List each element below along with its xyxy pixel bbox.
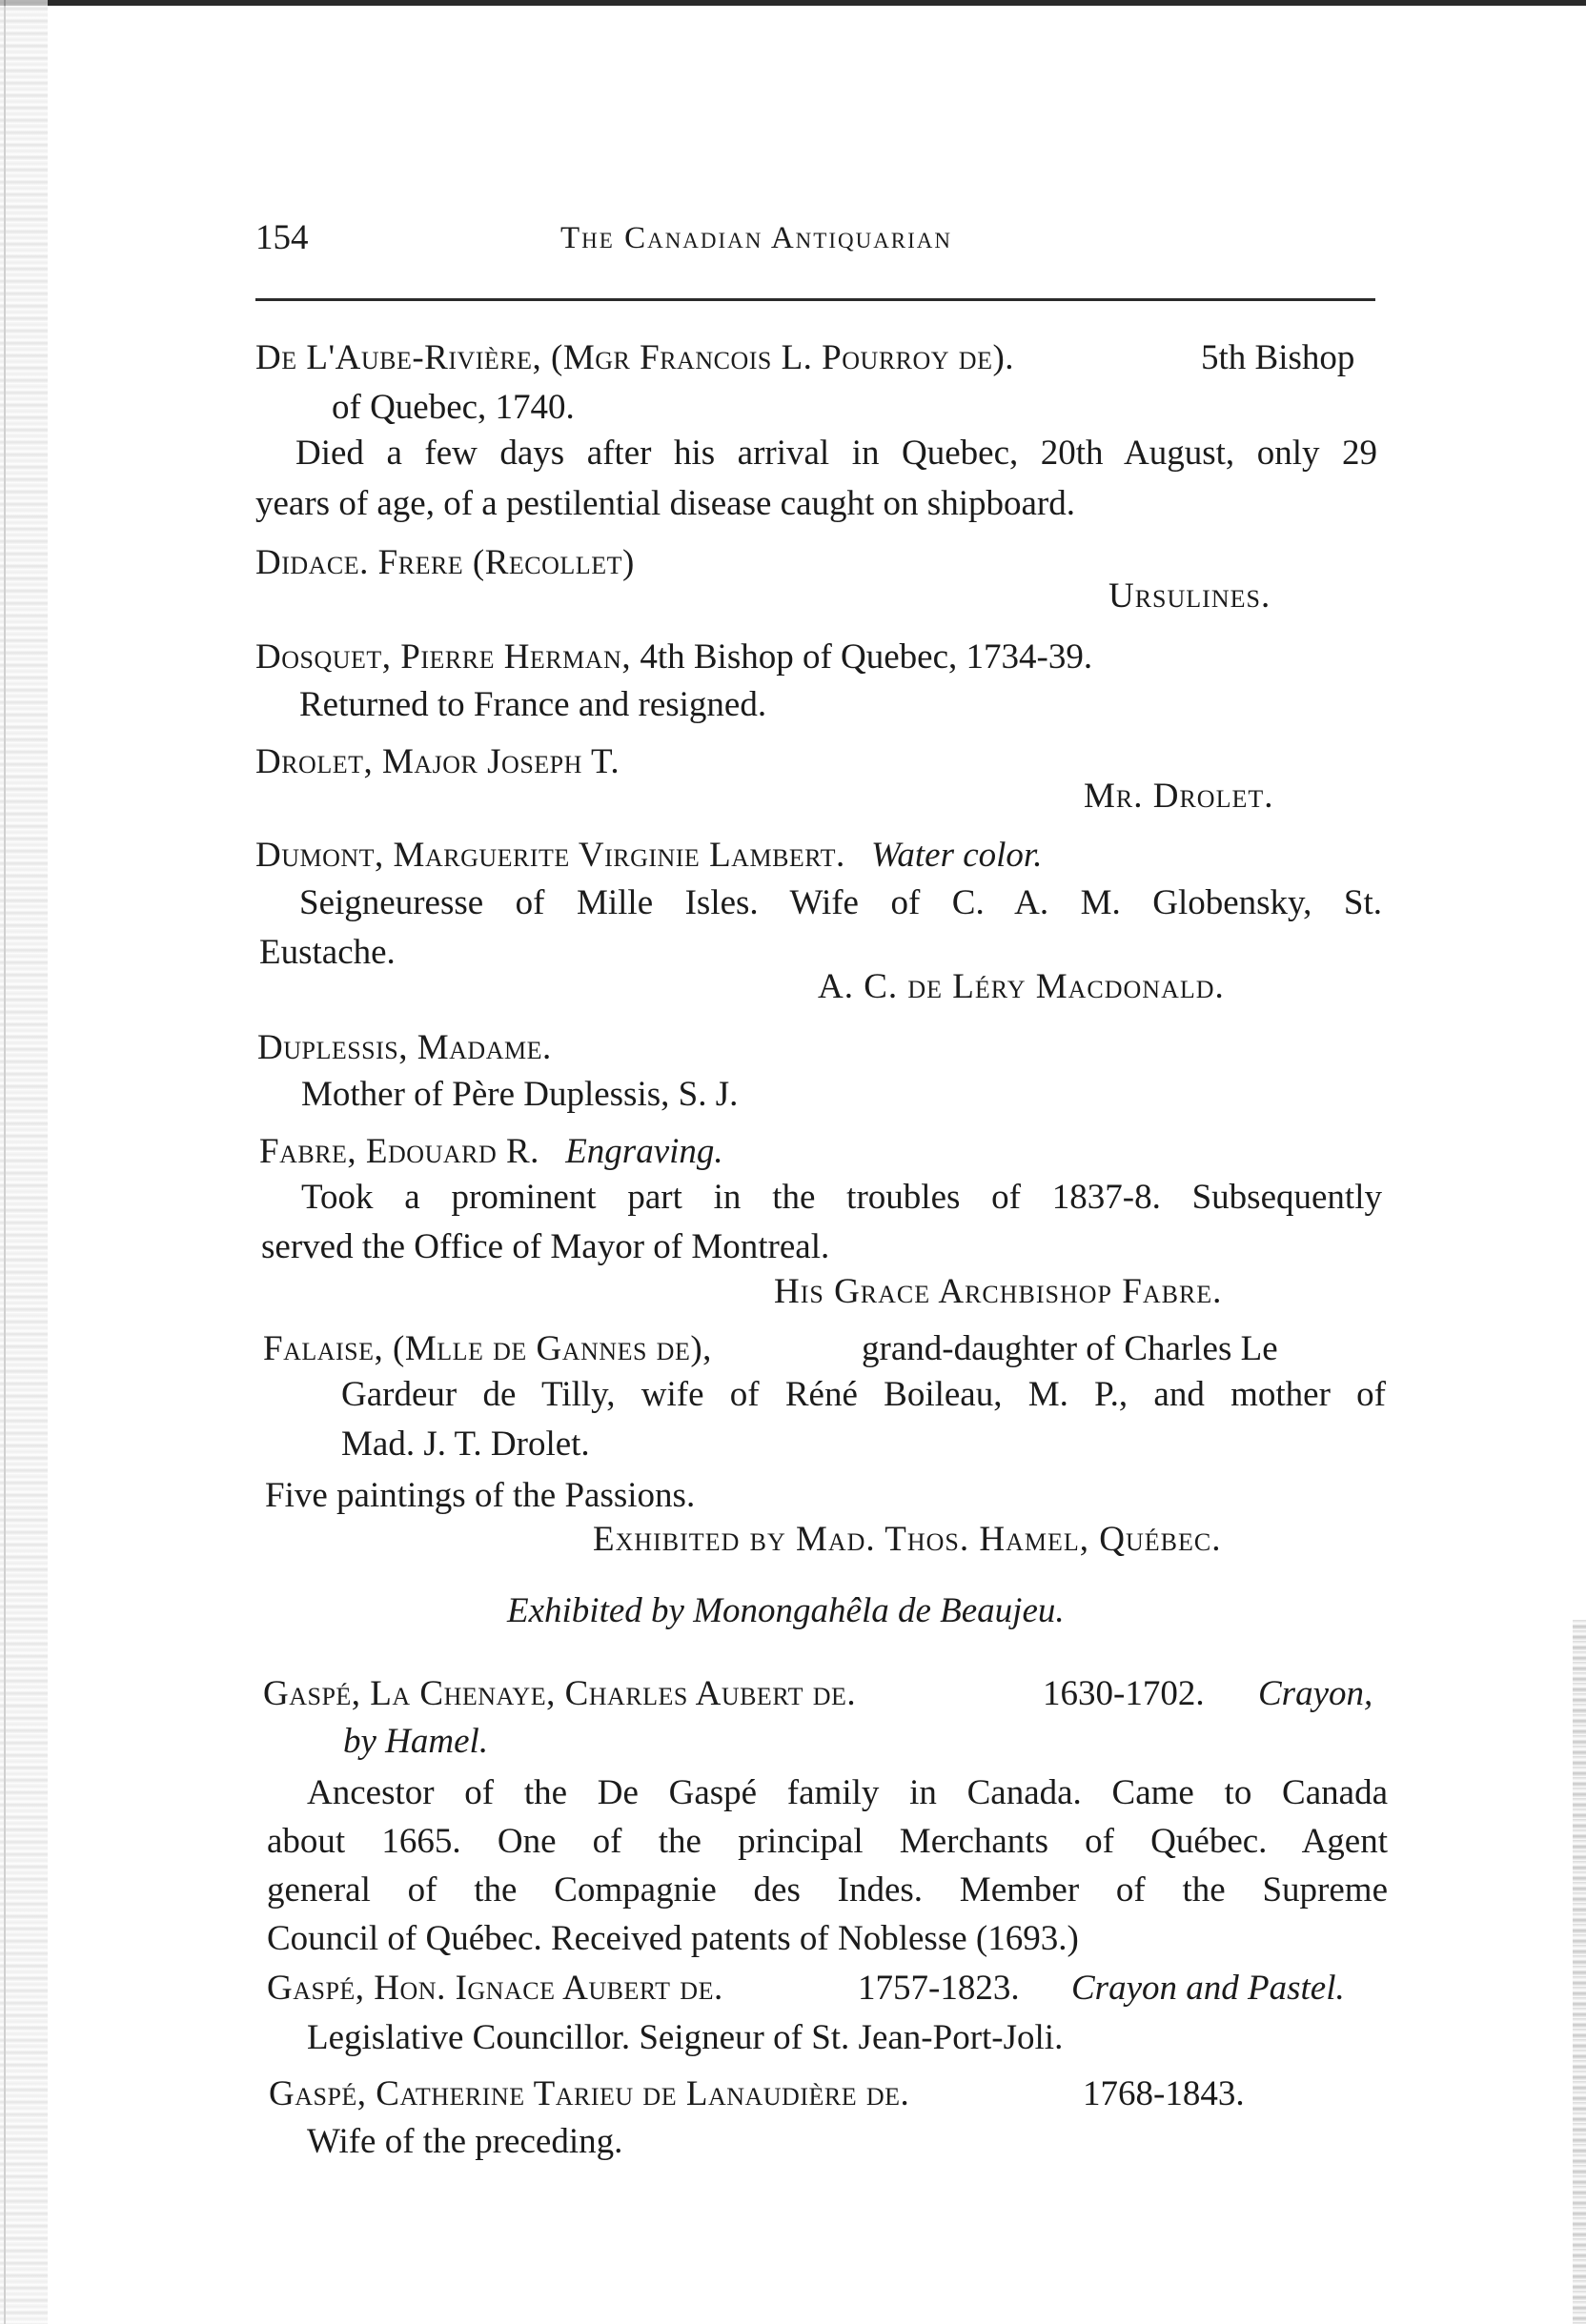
scan-top-edge [0, 0, 1586, 6]
entry-body-line: about 1665. One of the principal Merchants of Québec. Agent [267, 1822, 1388, 1861]
entry-name: Gaspé, La Chenaye, Charles Aubert de. [263, 1674, 857, 1713]
entry-body-line: Mother of Père Duplessis, S. J. [301, 1075, 739, 1114]
entry-body-line: Returned to France and resigned. [299, 685, 767, 724]
entry-body-line: Wife of the preceding. [307, 2122, 623, 2161]
entry-body-line: Council of Québec. Received patents of Noblesse (1693.) [267, 1919, 1079, 1958]
entry-heading [263, 1669, 856, 1719]
entry-name: Didace. Frere (Recollet) [255, 543, 635, 582]
entry-body-line: Ancestor of the De Gaspé family in Canada. Came to Canada [307, 1773, 1388, 1812]
entry-heading [269, 2070, 909, 2119]
entry-name: Dosquet, Pierre Herman, [255, 637, 632, 677]
entry-note-continued: Gardeur de Tilly, wife of Réné Boileau, M. P., and mother of [341, 1375, 1386, 1414]
entry-name: Fabre, Edouard R. [259, 1132, 539, 1171]
entry-name: Drolet, Major Joseph T. [255, 742, 620, 781]
entry-medium: Engraving. [565, 1132, 723, 1171]
entry-note-continued: Mad. J. T. Drolet. [341, 1425, 590, 1464]
scan-right-edge [1573, 1620, 1586, 2324]
entry-body-line: years of age, of a pestilential disease caught on shipboard. [255, 484, 1075, 523]
entry-heading [255, 333, 1014, 383]
entry-heading [267, 1964, 723, 2013]
header-rule [255, 298, 1375, 301]
lender-credit: His Grace Archbishop Fabre. [774, 1272, 1223, 1311]
entry-body-line: Died a few days after his arrival in Quebec, 20th August, only 29 [295, 434, 1377, 473]
entry-body-line: general of the Compagnie des Indes. Member of the Supreme [267, 1870, 1388, 1910]
entry-medium: Water color. [870, 836, 1043, 875]
entry-name: Duplessis, Madame. [257, 1028, 552, 1067]
entry-name: Gaspé, Hon. Ignace Aubert de. [267, 1969, 723, 2008]
entry-heading [255, 633, 1092, 682]
entry-name: Dumont, Marguerite Virginie Lambert. [255, 836, 845, 875]
entry-body-line: Legislative Councillor. Seigneur of St. Jean-Port-Joli. [307, 2018, 1064, 2057]
entry-medium: Crayon, [1258, 1674, 1373, 1713]
entry-medium-continued: by Hamel. [343, 1722, 489, 1761]
entry-body-line: Took a prominent part in the troubles of 1837-8. Subsequently [301, 1178, 1382, 1217]
entry-name: Gaspé, Catherine Tarieu de Lanaudière de. [269, 2074, 910, 2113]
entry-dates: 1757-1823. [858, 1969, 1020, 2008]
page-number: 154 [255, 218, 309, 257]
entry-note: 5th Bishop [1201, 338, 1355, 377]
entry-name: De L'Aube-Rivière, (Mgr Francois L. Pourroy de). [255, 338, 1015, 377]
section-exhibitor-note: Exhibited by Monongahêla de Beaujeu. [507, 1591, 1065, 1630]
lender-credit: A. C. de Léry Macdonald. [818, 967, 1225, 1006]
lender-credit: Ursulines. [1108, 576, 1271, 616]
entry-heading [259, 1127, 723, 1177]
entry-body-line: served the Office of Mayor of Montreal. [261, 1227, 830, 1266]
entry-name: Falaise, (Mlle de Gannes de), [263, 1329, 712, 1368]
entry-medium: Crayon and Pastel. [1071, 1969, 1345, 2008]
scan-binding-edge [0, 0, 48, 2324]
lender-credit: Exhibited by Mad. Thos. Hamel, Québec. [593, 1520, 1222, 1559]
entry-heading [263, 1324, 712, 1374]
lender-credit: Mr. Drolet. [1084, 777, 1274, 816]
entry-heading [255, 831, 1042, 880]
running-title: The Canadian Antiquarian [560, 221, 953, 255]
entry-dates: 1630-1702. [1043, 1674, 1205, 1713]
entry-body-line: Five paintings of the Passions. [265, 1476, 696, 1515]
entry-body-line: Eustache. [259, 933, 396, 972]
entry-note-continued: of Quebec, 1740. [332, 388, 575, 427]
entry-dates: 1768-1843. [1083, 2074, 1245, 2113]
entry-body-line: Seigneuresse of Mille Isles. Wife of C. A. M. Globensky, St. [299, 883, 1382, 922]
entry-note: grand-daughter of Charles Le [862, 1329, 1278, 1368]
entry-note: 4th Bishop of Quebec, 1734-39. [640, 637, 1093, 677]
